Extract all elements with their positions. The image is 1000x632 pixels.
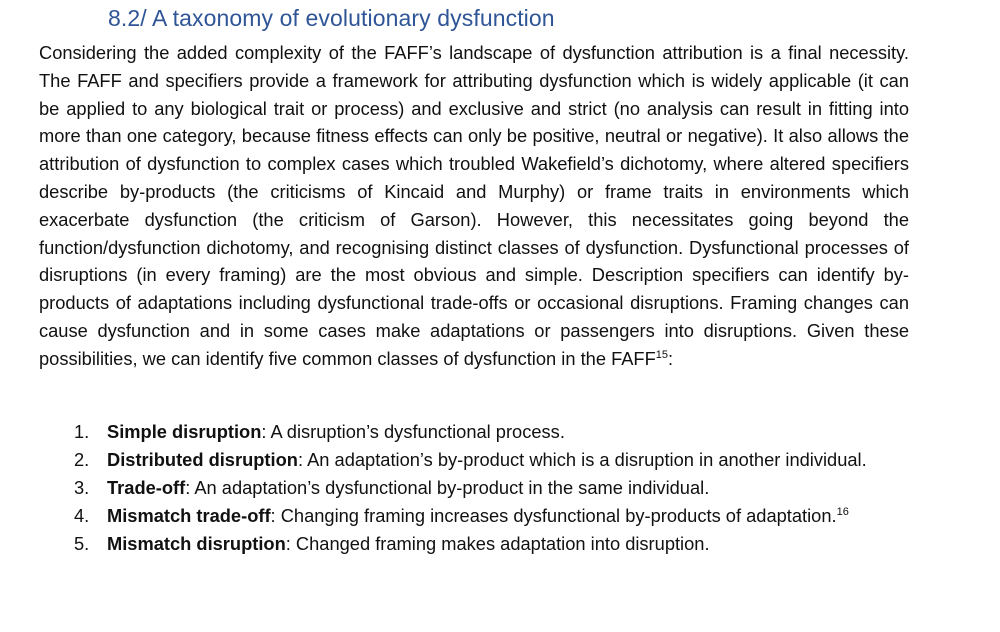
- list-item: [74, 502, 974, 530]
- section-heading: 8.2/ A taxonomy of evolutionary dysfunction: [108, 5, 555, 31]
- list-item-term: Mismatch trade-off: [107, 505, 271, 526]
- list-item-term: Simple disruption: [107, 421, 262, 442]
- list-item-definition: : A disruption’s dysfunctional process.: [261, 421, 565, 442]
- list-item-number: 3.: [74, 477, 90, 498]
- list-item-definition: : An adaptation’s by-product which is a disruption in another individual.: [297, 449, 867, 470]
- list-item-definition: : Changed framing makes adaptation into disruption.: [285, 533, 710, 554]
- list-item-number: 2.: [74, 449, 90, 470]
- list-item-number: 5.: [74, 533, 90, 554]
- paragraph-text: Considering the added complexity of the FAFF’s landscape of dysfunction attribution is a final necessity. The FAFF and specifiers provide a framework for attributing dysfunction which is widely applicable (it can be applied to any biological trait or process) and exclusive and strict (no analysis can result in fitting into more than one category, because fitness effects can only be positive, neutral or negative). It also allows the attribution of dysfunction to complex cases which troubled Wakefield’s dichotomy, where altered specifiers describe by-products (the criticisms of Kincaid and Murphy) or frame traits in environments which exacerbate dysfunction (the criticism of Garson). However, this necessitates going beyond the function/dysfunction dichotomy, and recognising distinct classes of dysfunction. Dysfunctional processes of disruptions (in every framing) are the most obvious and simple. Description specifiers can identify by-products of adaptations including dysfunctional trade-offs or occasional disruptions. Framing changes can cause dysfunction and in some cases make adaptations or passengers into disruptions. Given these possibilities, we can identify five common classes of dysfunction in the FAFF: [39, 42, 909, 369]
- footnote-ref-16[interactable]: 16: [836, 506, 849, 518]
- footnote-ref-15[interactable]: 15: [655, 348, 669, 361]
- list-item-term: Distributed disruption: [107, 449, 298, 470]
- list-item-number: 4.: [74, 505, 90, 526]
- list-item-definition: : Changing framing increases dysfunctional by-products of adaptation.: [270, 505, 837, 526]
- list-item: [74, 474, 974, 502]
- list-item: [74, 418, 974, 446]
- list-item: [74, 446, 974, 474]
- list-item-term: Trade-off: [107, 477, 186, 498]
- list-item-definition: : An adaptation’s dysfunctional by-product in the same individual.: [185, 477, 710, 498]
- body-paragraph: [39, 39, 909, 373]
- paragraph-ending: :: [668, 347, 674, 369]
- list-item-term: Mismatch disruption: [107, 533, 286, 554]
- dysfunction-classes-list: [74, 418, 974, 558]
- list-item: [74, 530, 974, 558]
- list-item-number: 1.: [74, 421, 90, 442]
